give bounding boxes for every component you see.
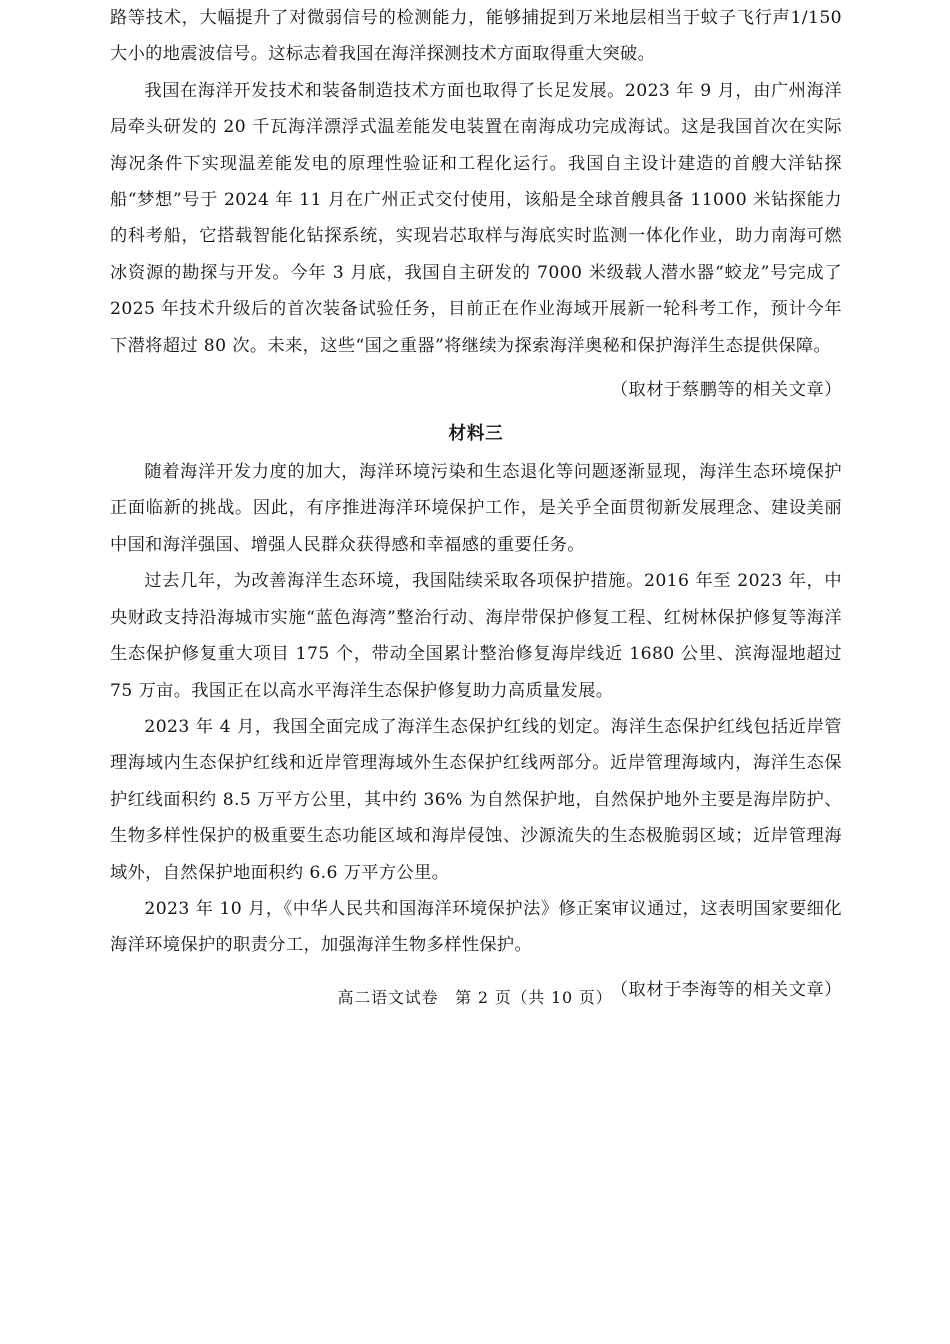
paragraph-ocean-equipment: 我国在海洋开发技术和装备制造技术方面也取得了长足发展。2023 年 9 月，由广州海洋局牵头研发的 20 千瓦海洋漂浮式温差能发电装置在南海成功完成海试。这是我国首次在实际海况条件下实现温差能发电的原理性验证和工程化运行。我国自主设计建造的首艘大洋钻探船“梦想”号于 2024 年 11 月在广州正式交付使用，该船是全球首艘具备 11000 米钻探能力的科考船，它搭载智能化钻探系统，实现岩芯取样与海底实时监测一体化作业，助力南海可燃冰资源的勘探与开发。今年 3 月底，我国自主研发的 7000 米级载人潜水器“蛟龙”号完成了 2025 年技术升级后的首次装备试验任务，目前正在作业海域开展新一轮科考工作，预计今年下潜将超过 80 次。未来，这些“国之重器”将继续为探索海洋奥秘和保护海洋生态提供保障。: [110, 80, 842, 356]
paragraph-detection-technology: 路等技术，大幅提升了对微弱信号的检测能力，能够捕捉到万米地层相当于蚊子飞行声1/150大小的地震波信号。这标志着我国在海洋探测技术方面取得重大突破。: [110, 8, 842, 65]
material-three-heading: 材料三: [448, 424, 504, 445]
paragraph-red-line: 2023 年 4 月，我国全面完成了海洋生态保护红线的划定。海洋生态保护红线包括近岸管理海域内生态保护红线和近岸管理海域外生态保护红线两部分。近岸管理海域内，海洋生态保护红线面积约 8.5 万平方公里，其中约 36% 为自然保护地，自然保护地外主要是海岸防护、生物多样性保护的极重要生态功能区域和海岸侵蚀、沙源流失的生态极脆弱区域；近岸管理海域外，自然保护地面积约 6.6 万平方公里。: [110, 716, 842, 883]
paragraph-protection-challenges: 随着海洋开发力度的加大，海洋环境污染和生态退化等问题逐渐显现，海洋生态环境保护正面临新的挑战。因此，有序推进海洋环境保护工作，是关乎全面贯彻新发展理念、建设美丽中国和海洋强国、增强人民群众获得感和幸福感的重要任务。: [110, 462, 842, 555]
page-footer: 高二语文试卷 第 2 页（共 10 页）: [337, 988, 613, 1007]
exam-page: [110, 0, 842, 1008]
paragraph-environmental-law: 2023 年 10 月，《中华人民共和国海洋环境保护法》修正案审议通过，这表明国家要细化海洋环境保护的职责分工，加强海洋生物多样性保护。: [110, 898, 842, 956]
source-citation-li-hai: （取材于李海等的相关文章）: [610, 979, 842, 1000]
source-citation-cai-peng: （取材于蔡鹏等的相关文章）: [610, 380, 842, 401]
paragraph-protection-measures: 过去几年，为改善海洋生态环境，我国陆续采取各项保护措施。2016 年至 2023 年，中央财政支持沿海城市实施“蓝色海湾”整治行动、海岸带保护修复工程、红树林保护修复等海洋生态保护修复重大项目 175 个，带动全国累计整治修复海岸线近 1680 公里、滨海湿地超过 75 万亩。我国正在以高水平海洋生态保护修复助力高质量发展。: [110, 571, 842, 701]
